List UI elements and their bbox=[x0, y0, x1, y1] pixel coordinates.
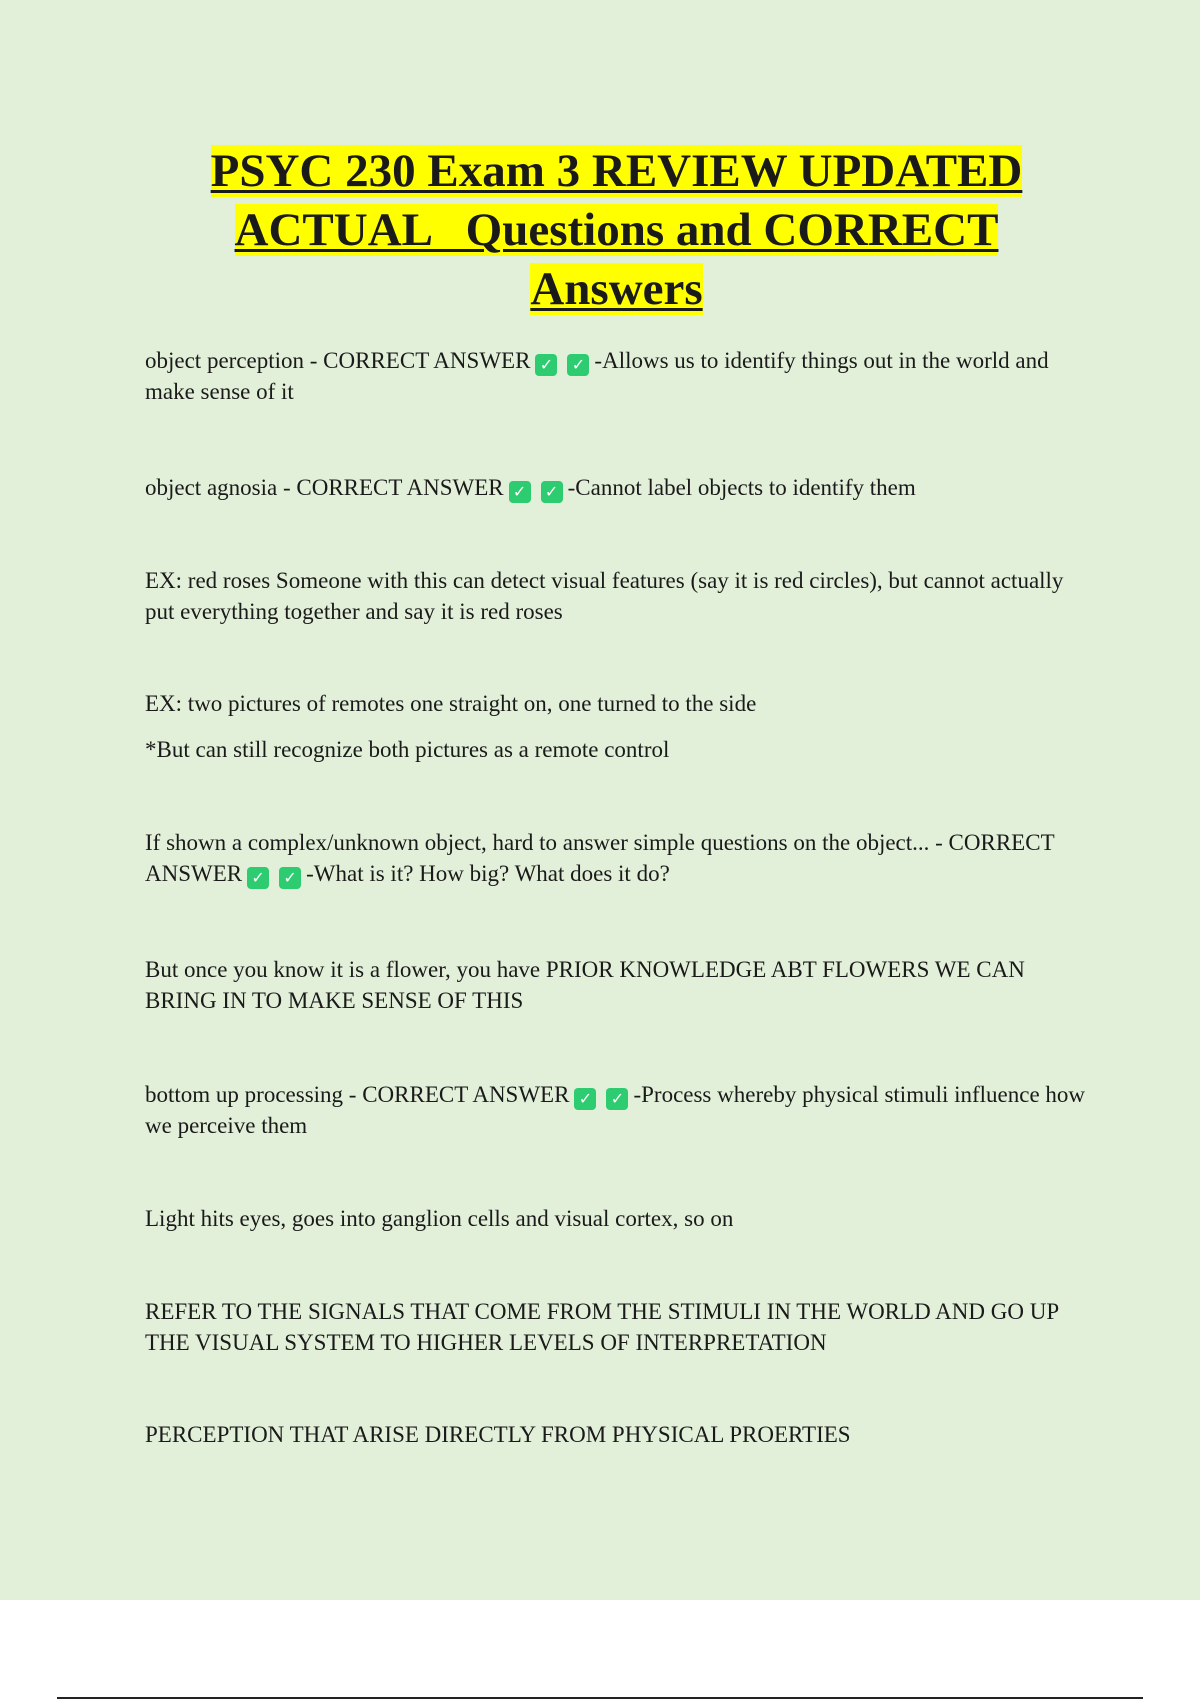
entry-bottom-up-processing bbox=[145, 1079, 1095, 1141]
entry-answer: -What is it? How big? What does it do? bbox=[306, 861, 670, 886]
entry-question: bottom up processing - CORRECT ANSWER bbox=[145, 1082, 570, 1107]
paragraph-prior-knowledge: But once you know it is a flower, you have PRIOR KNOWLEDGE ABT FLOWERS WE CAN BRING IN TO MAKE SENSE OF THIS bbox=[145, 957, 1025, 1013]
paragraph-red-roses: EX: red roses Someone with this can detect visual features (say it is red circles), but cannot actually put everything together and say it is red roses bbox=[145, 568, 1064, 624]
paragraph-refer-to-signals: REFER TO THE SIGNALS THAT COME FROM THE STIMULI IN THE WORLD AND GO UP THE VISUAL SYSTEM TO HIGHER LEVELS OF INTERPRETATION bbox=[145, 1299, 1059, 1355]
paragraph-recognize-remote: *But can still recognize both pictures as a remote control bbox=[145, 737, 670, 762]
paragraph-two-remotes: EX: two pictures of remotes one straight on, one turned to the side bbox=[145, 691, 757, 716]
entry-object-agnosia bbox=[145, 472, 1095, 503]
check-box-icon: ✓ bbox=[606, 1088, 628, 1110]
paragraph-perception-physical: PERCEPTION THAT ARISE DIRECTLY FROM PHYSICAL PROERTIES bbox=[145, 1422, 851, 1447]
entry-complex-object bbox=[145, 827, 1095, 889]
check-box-icon: ✓ bbox=[567, 354, 589, 376]
page-bottom-rule bbox=[57, 1697, 1143, 1699]
entry-question: If shown a complex/unknown object, hard to answer simple questions on the object... - CORRECT ANSWER bbox=[145, 830, 1055, 886]
entry-question: object agnosia - CORRECT ANSWER bbox=[145, 475, 504, 500]
check-box-icon: ✓ bbox=[541, 481, 563, 503]
check-box-icon: ✓ bbox=[247, 867, 269, 889]
document-title bbox=[120, 142, 1113, 319]
check-box-icon: ✓ bbox=[574, 1088, 596, 1110]
paragraph-light-hits-eyes: Light hits eyes, goes into ganglion cells and visual cortex, so on bbox=[145, 1206, 734, 1231]
title-line-3: Answers bbox=[530, 263, 703, 315]
check-box-icon: ✓ bbox=[279, 867, 301, 889]
entry-answer: -Process whereby physical stimuli influence how we perceive them bbox=[145, 1082, 1086, 1138]
entry-object-perception bbox=[145, 345, 1095, 407]
check-box-icon: ✓ bbox=[535, 354, 557, 376]
entry-question: object perception - CORRECT ANSWER bbox=[145, 348, 531, 373]
title-line-2: ACTUAL Questions and CORRECT bbox=[234, 204, 999, 256]
entry-answer: -Allows us to identify things out in the world and make sense of it bbox=[145, 348, 1049, 404]
title-line-1: PSYC 230 Exam 3 REVIEW UPDATED bbox=[210, 145, 1023, 197]
entry-answer: -Cannot label objects to identify them bbox=[567, 475, 916, 500]
check-box-icon: ✓ bbox=[509, 481, 531, 503]
